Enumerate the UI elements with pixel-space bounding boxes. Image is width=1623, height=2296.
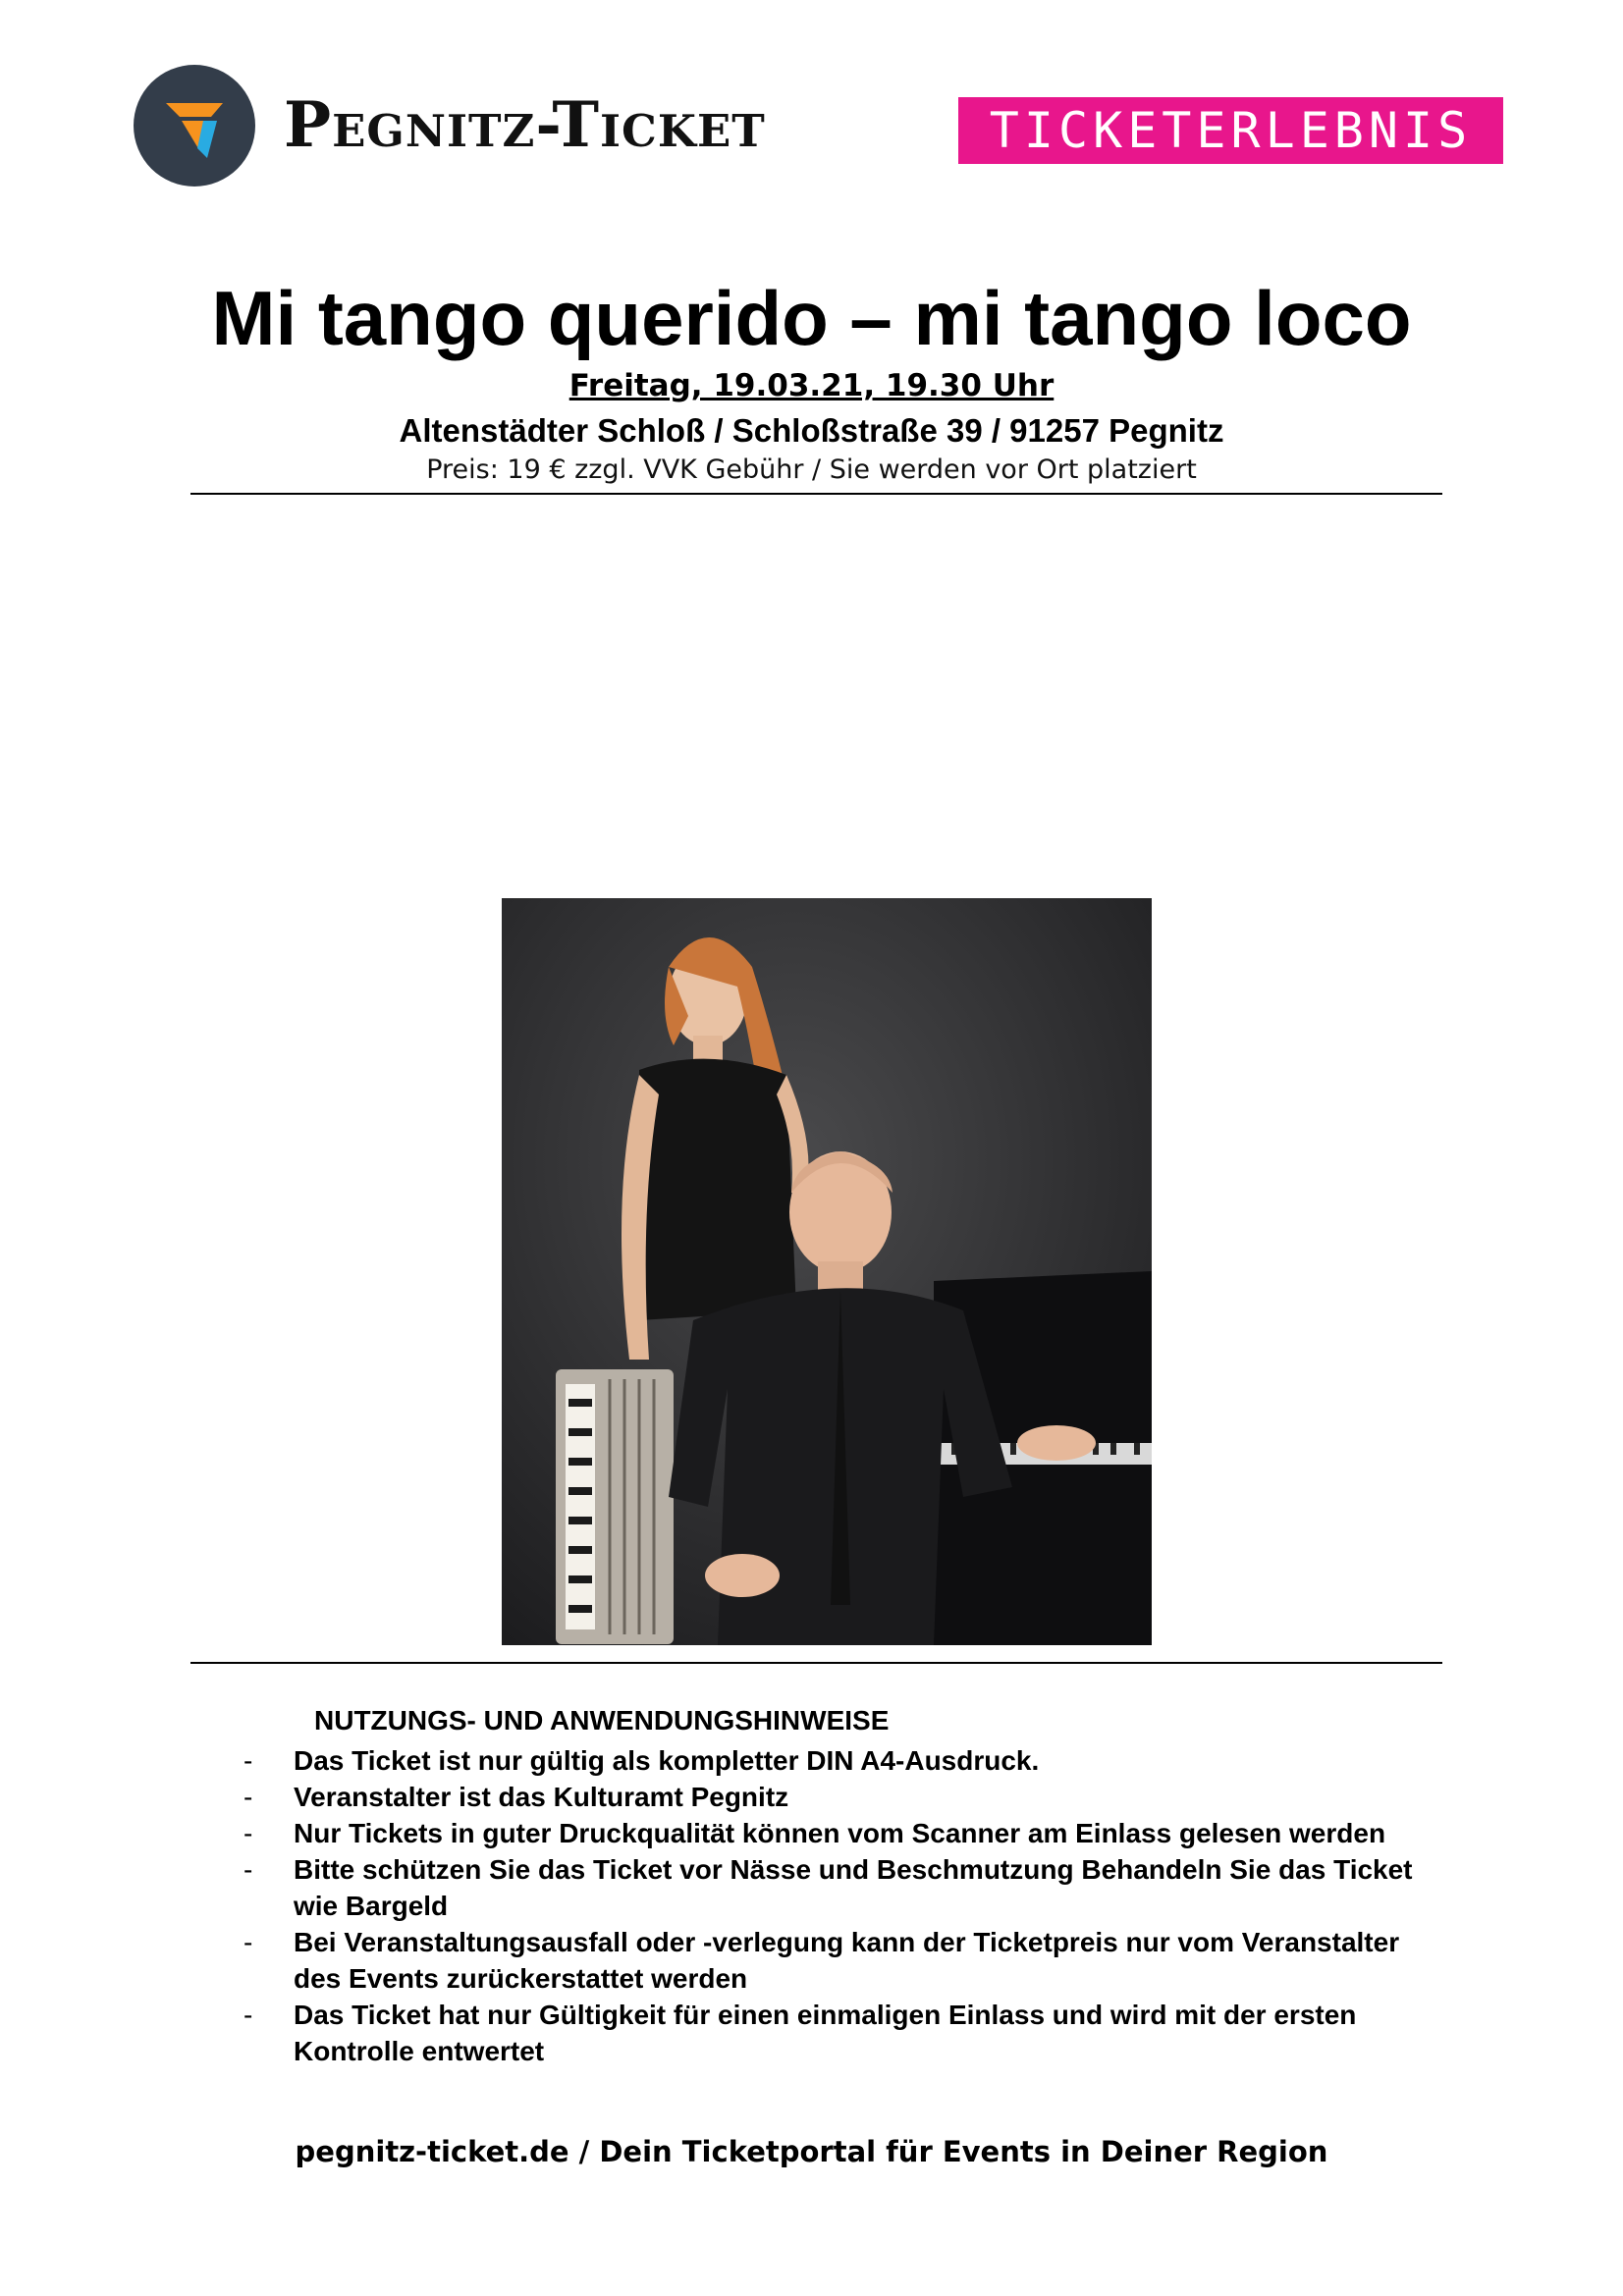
event-date-time: Freitag, 19.03.21, 19.30 Uhr [568, 368, 1055, 403]
pegnitz-ticket-logo [133, 63, 766, 188]
footer-text: pegnitz-ticket.de / Dein Ticketportal für Events in Deiner Region [295, 2135, 1328, 2168]
brand-name: Pegnitz-Ticket [284, 88, 766, 162]
list-item: - Veranstalter ist das Kulturamt Pegnitz [243, 1782, 789, 1812]
event-price-info: Preis: 19 € zzgl. VVK Gebühr / Sie werden vor Ort platziert [426, 454, 1197, 485]
list-item: - Das Ticket ist nur gültig als kompletter DIN A4-Ausdruck. [243, 1745, 1040, 1776]
pegnitz-ticket-logo-icon [133, 64, 256, 187]
divider-top [190, 493, 1442, 495]
event-venue: Altenstädter Schloß / Schloßstraße 39 / 91257 Pegnitz [399, 412, 1224, 449]
list-item: - Bei Veranstaltungsausfall oder -verlegung kann der Ticketpreis nur vom Veranstalter des Events zurückerstattet werden [243, 1927, 1400, 1994]
divider-bottom [190, 1662, 1442, 1664]
list-item: - Das Ticket hat nur Gültigkeit für einen einmaligen Einlass und wird mit der ersten Kontrolle entwertet [243, 2000, 1357, 2066]
event-title: Mi tango querido – mi tango loco [211, 275, 1412, 361]
list-item: - Nur Tickets in guter Druckqualität können vom Scanner am Einlass gelesen werden [243, 1818, 1386, 1848]
partner-logo-text: TICKETERLEBNIS [989, 102, 1473, 159]
performers-photo-icon [502, 898, 1152, 1645]
performers-photo [502, 898, 1152, 1645]
list-item: - Bitte schützen Sie das Ticket vor Nässe und Beschmutzung Behandeln Sie das Ticket wie Bargeld [243, 1854, 1413, 1921]
notes-heading: NUTZUNGS- UND ANWENDUNGSHINWEISE [314, 1705, 890, 1735]
ticketerlebnis-logo [958, 97, 1503, 164]
notes-list [243, 1742, 1451, 2069]
